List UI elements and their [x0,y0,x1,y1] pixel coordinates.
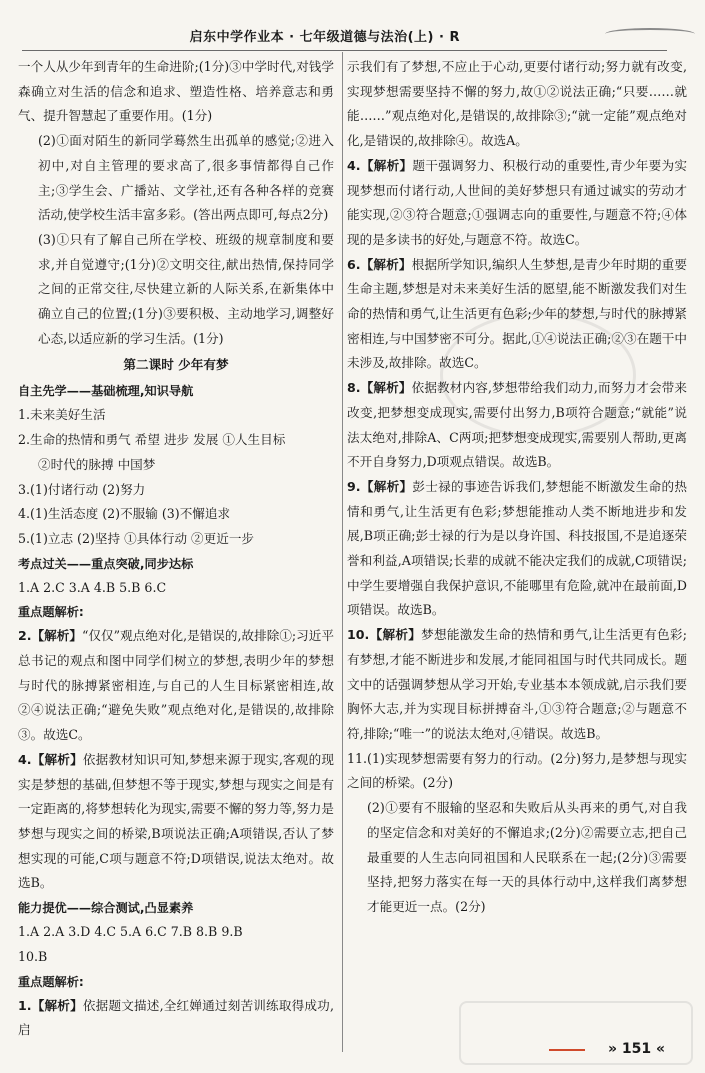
analysis-tag: 1.【解析】 [18,997,83,1013]
paragraph-text: 1.A 2.C 3.A 4.B 5.B 6.C [18,579,167,595]
answer-paragraph [18,527,334,552]
page-header-title: 启东中学作业本 · 七年级道德与法治(上) · R [189,30,460,45]
paragraph-text: 5.(1)立志 (2)坚持 ①具体行动 ②更近一步 [18,530,255,546]
answer-paragraph [18,920,334,945]
answer-paragraph [18,55,334,129]
answer-paragraph [347,623,687,747]
answer-paragraph [18,428,334,453]
answer-paragraph [347,55,687,154]
answer-paragraph [18,453,334,478]
answer-paragraph [347,376,687,475]
subsection-heading: 自主先学——基础梳理,知识导航 [18,384,194,399]
paragraph-text: 1.A 2.A 3.D 4.C 5.A 6.C 7.B 8.B 9.B [18,924,243,940]
paragraph-text: 10.B [18,948,48,964]
paragraph-text: 示我们有了梦想,不应止于心动,更要付诸行动;努力就有改变,实现梦想需要坚持不懈的努力,故①②说法正确;“只要……就能……”观点绝对化,是错误的,故排除③;“就一定能”观点绝对化,是错误的,故排除④。故选A。 [347,59,687,149]
subsection-heading: 能力提优——综合测试,凸显素养 [18,901,194,916]
paragraph-text: ②时代的脉搏 中国梦 [38,456,156,472]
analysis-tag: 6.【解析】 [347,256,412,272]
paragraph-text: (3)①只有了解自己所在学校、班级的规章制度和要求,并自觉遵守;(1分)②文明交往,献出热情,保持同学之间的正常交往,尽快建立新的人际关系,在新集体中确立自己的位置;(1分)③要积极、主动地学习,调整好心态,以适应新的学习生活。(1分) [38,231,334,346]
left-column [18,55,334,1043]
page-number: » 151 « [607,1041,665,1057]
analysis-tag: 2.【解析】 [18,628,82,644]
paragraph-text: 依据教材内容,梦想带给我们动力,而努力才会带来改变,把梦想变成现实,需要付出努力,B项符合题意;“就能”说法太绝对,排除A、C两项;把梦想变成现实,需要别人帮助,更离不开自身努力,D项观点错误。故选B。 [347,380,687,470]
answer-paragraph [18,228,334,352]
answer-paragraph [347,747,687,796]
analysis-tag: 4.【解析】 [18,751,83,767]
subsection-heading: 考点过关——重点突破,同步达标 [18,556,194,571]
column-divider [342,52,343,1052]
right-column [347,55,687,920]
header-swoosh-decoration [605,28,695,40]
answer-paragraph [18,129,334,228]
paragraph-text: 依据教材知识可知,梦想来源于现实,客观的现实是梦想的基础,但梦想不等于现实,梦想与现实之间是有一定距离的,将梦想转化为现实,需要不懈的努力等,努力是梦想与现实之间的桥梁,B项说法正确;A项错误,否认了梦想实现的可能,C项与题意不符;D项错误,说法太绝对。故选B。 [18,751,334,891]
answer-paragraph [347,253,687,377]
paragraph-text: (2)①面对陌生的新同学蓦然生出孤单的感觉;②进入初中,对自主管理的要求高了,很多事情都得自己作主;③学生会、广播站、文学社,还有各种各样的竞赛活动,使学校生活丰富多彩。(答出两点即可,每点2分) [38,133,334,223]
answer-paragraph [18,748,334,896]
subsection-heading: 重点题解析: [18,605,84,620]
paragraph-text: 根据所学知识,编织人生梦想,是青少年时期的重要生命主题,梦想是对未来美好生活的愿望,能不断激发我们对生命的热情和勇气,让生活更有色彩;少年的梦想,与时代的脉搏紧密相连,与中国梦密不可分。据此,①④说法正确;②③在题干中未涉及,故排除。故选C。 [347,256,687,371]
paragraph-text: 11.(1)实现梦想需要有努力的行动。(2分)努力,是梦想与现实之间的桥梁。(2分) [347,750,687,791]
answer-paragraph [18,945,334,970]
paragraph-text: 一个人从少年到青年的生命进阶;(1分)③中学时代,对钱学森确立对生活的信念和追求、塑造性格、培养意志和勇气、提升智慧起了重要作用。(1分) [18,59,334,124]
paragraph-text: 题干强调努力、积极行动的重要性,青少年要为实现梦想而付诸行动,人世间的美好梦想只有通过诚实的劳动才能实现,②③符合题意;①强调志向的重要性,与题意不符;④体现的是多读书的好处,与题意不符。故选C。 [347,157,687,247]
analysis-tag: 8.【解析】 [347,380,412,396]
answer-paragraph [18,478,334,503]
paragraph-text: 彭士禄的事迹告诉我们,梦想能不断激发生命的热情和勇气,让生活更有色彩;梦想能推动人类不断地进步和发展,B项正确;彭士禄的行为是以身许国、科技报国,不是追逐荣誉和利益,A项错误;长辈的成就不能决定我们的成就,C项错误;中学生要增强自我保护意识,不能哪里有危险,就冲在最前面,D项错误。故选B。 [347,478,687,618]
paragraph-text: 2.生命的热情和勇气 希望 进步 发展 ①人生目标 [18,432,286,448]
paragraph-text: “仅仅”观点绝对化,是错误的,故排除①;习近平总书记的观点和图中同学们树立的梦想,表明少年的梦想与时代的脉搏紧密相连,与自己的人生目标紧密相连,故②④说法正确;“避免失败”观点绝对化,是错误的,故排除③。故选C。 [18,628,334,743]
paragraph-text: 1.未来美好生活 [18,407,106,423]
answer-paragraph [347,475,687,623]
analysis-tag: 10.【解析】 [347,627,422,643]
paragraph-text: 梦想能激发生命的热情和勇气,让生活更有色彩;有梦想,才能不断进步和发展,才能同祖国与时代共同成长。题文中的话强调梦想从学习开始,专业基本本领成就,启示我们要胸怀大志,并为实现目标拼搏奋斗,①③符合题意;②与题意不符,排除;“唯一”的说法太绝对,④错误。故选B。 [347,627,688,741]
section-title: 第二课时 少年有梦 [123,357,229,373]
paragraph-text: 3.(1)付诸行动 (2)努力 [18,481,146,497]
answer-paragraph [347,796,687,920]
answer-paragraph [18,403,334,428]
watermark-logo [459,1001,693,1065]
analysis-tag: 9.【解析】 [347,478,413,494]
answer-paragraph [18,624,334,748]
analysis-tag: 4.【解析】 [347,157,413,173]
answer-paragraph [18,502,334,527]
answer-paragraph [347,154,687,253]
paragraph-text: (2)①要有不服输的坚忍和失败后从头再来的勇气,对自我的坚定信念和对美好的不懈追求;(2分)②需要立志,把自己最重要的人生志向同祖国和人民联系在一起;(2分)③需要坚持,把努力落实在每一天的具体行动中,这样我们离梦想才能更近一点。(2分) [367,800,687,914]
answer-paragraph [18,994,334,1043]
answer-paragraph [18,576,334,601]
subsection-heading: 重点题解析: [18,974,84,989]
paragraph-text: 4.(1)生活态度 (2)不服输 (3)不懈追求 [18,506,231,522]
paragraph-text: 依据题文描述,全红婵通过刻苦训练取得成功,启 [18,997,334,1038]
header-rule [22,50,667,51]
